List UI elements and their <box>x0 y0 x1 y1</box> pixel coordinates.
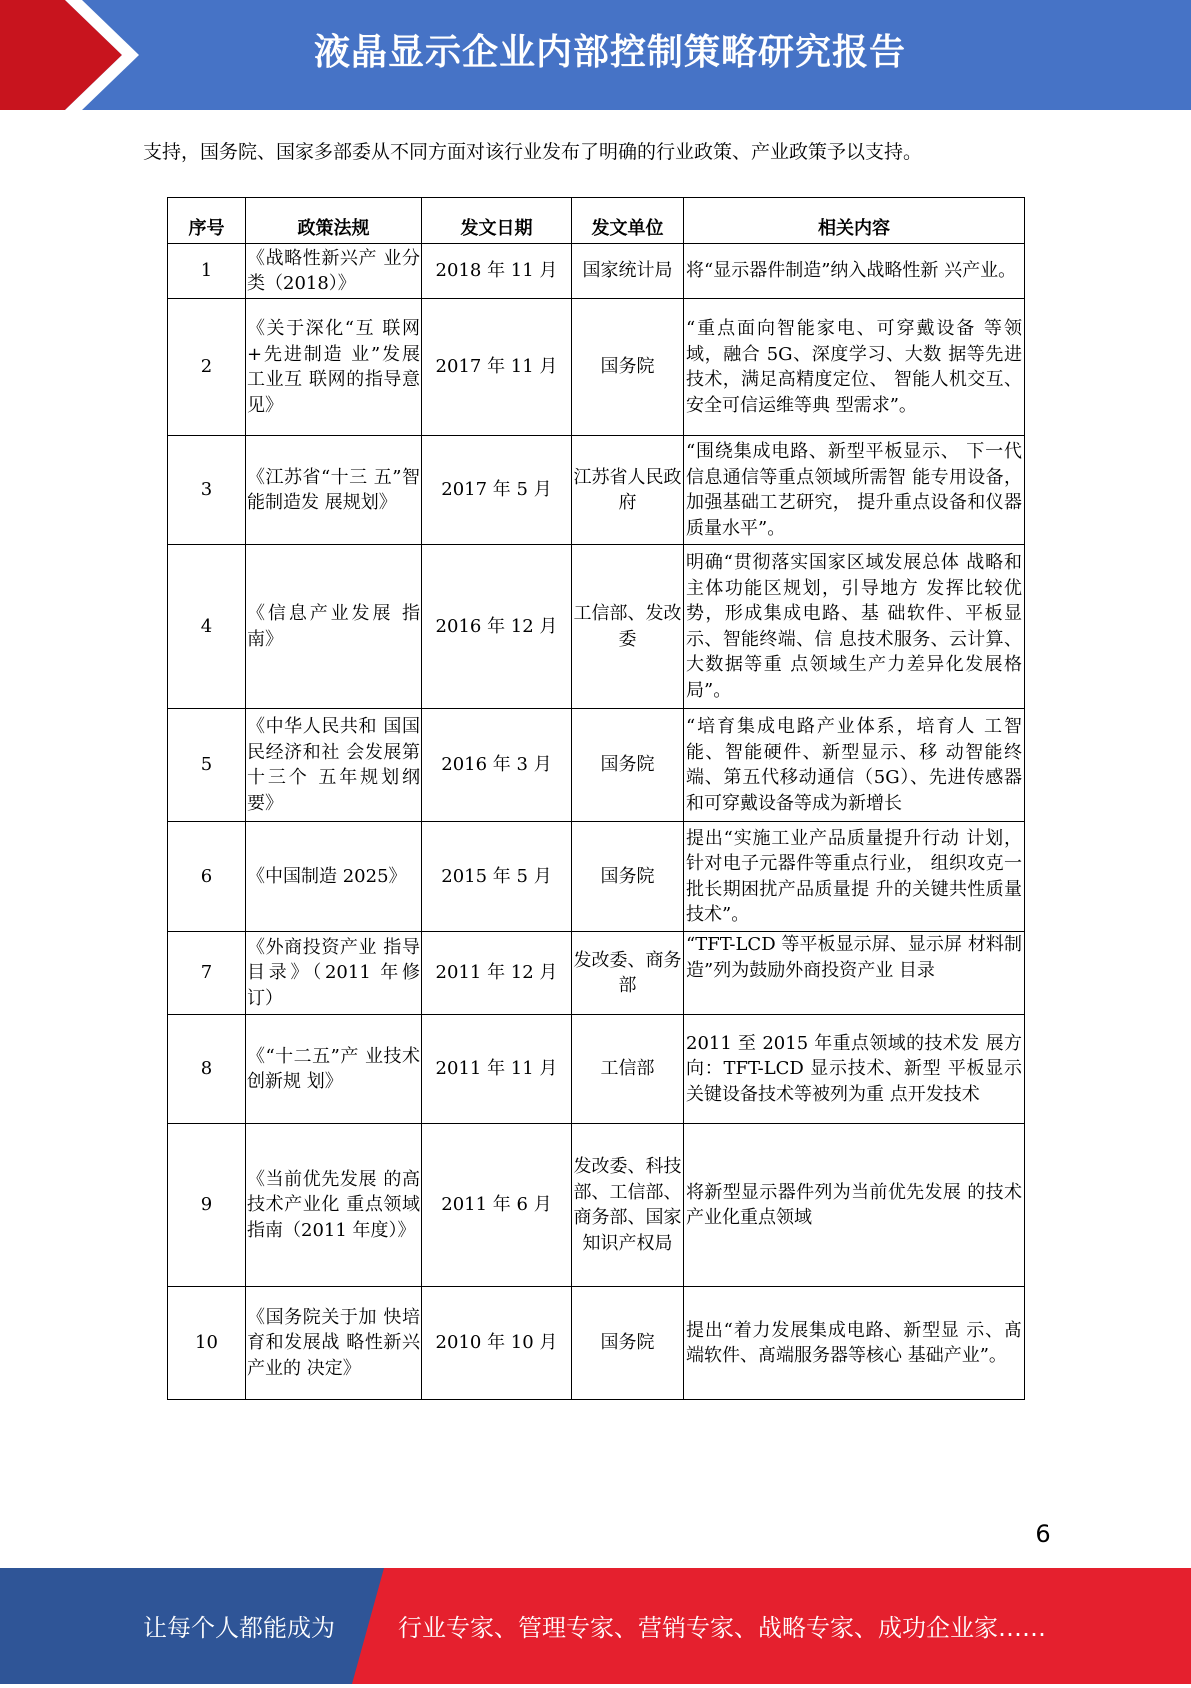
policy-table <box>167 197 1025 1400</box>
row-date: 2015 年 5 月 <box>422 822 572 932</box>
red-chevron-decoration <box>0 0 150 110</box>
intro-paragraph: 支持，国务院、国家多部委从不同方面对该行业发布了明确的行业政策、产业政策予以支持。 <box>143 141 923 163</box>
row-law: 《信息产业发展 指南》 <box>246 545 422 709</box>
row-law: 《国务院关于加 快培育和发展战 略性新兴产业的 决定》 <box>246 1287 422 1400</box>
table-header-row <box>168 198 1025 244</box>
row-content: “围绕集成电路、新型平板显示、 下一代信息通信等重点领域所需智 能专用设备，加强基础工艺研究， 提升重点设备和仪器质量水平”。 <box>684 436 1025 545</box>
row-unit: 国务院 <box>572 299 684 436</box>
row-date: 2011 年 11 月 <box>422 1015 572 1124</box>
col-header-unit: 发文单位 <box>572 198 684 244</box>
table-row <box>168 1124 1025 1287</box>
row-unit: 国务院 <box>572 822 684 932</box>
row-date: 2017 年 5 月 <box>422 436 572 545</box>
row-unit: 发改委、商务部 <box>572 932 684 1015</box>
table-row <box>168 545 1025 709</box>
col-header-no: 序号 <box>168 198 246 244</box>
row-no: 6 <box>168 822 246 932</box>
row-law: 《外商投资产业 指导目录》（2011 年修订） <box>246 932 422 1015</box>
table-row <box>168 299 1025 436</box>
row-date: 2010 年 10 月 <box>422 1287 572 1400</box>
row-law: 《中国制造 2025》 <box>246 822 422 932</box>
row-law: 《中华人民共和 国国民经济和社 会发展第十三个 五年规划纲要》 <box>246 709 422 822</box>
row-date: 2017 年 11 月 <box>422 299 572 436</box>
row-law: 《江苏省“十三 五”智能制造发 展规划》 <box>246 436 422 545</box>
row-content: 2011 至 2015 年重点领域的技术发 展方向：TFT-LCD 显示技术、新型 平板显示关键设备技术等被列为重 点开发技术 <box>684 1015 1025 1124</box>
row-no: 1 <box>168 244 246 299</box>
page-number: 6 <box>1035 1520 1051 1548</box>
row-law: 《当前优先发展 的高技术产业化 重点领域指南（2011 年度）》 <box>246 1124 422 1287</box>
report-title: 液晶显示企业内部控制策略研究报告 <box>313 32 906 73</box>
row-no: 4 <box>168 545 246 709</box>
row-content: “培育集成电路产业体系，培育人 工智能、智能硬件、新型显示、移 动智能终端、第五代移动通信（5G）、先进传感器和可穿戴设备等成为新增长 <box>684 709 1025 822</box>
row-no: 9 <box>168 1124 246 1287</box>
row-unit: 江苏省人民政府 <box>572 436 684 545</box>
row-law: 《关于深化“互 联网+先进制造 业”发展工业互 联网的指导意 见》 <box>246 299 422 436</box>
row-no: 8 <box>168 1015 246 1124</box>
row-unit: 国务院 <box>572 1287 684 1400</box>
table-row <box>168 709 1025 822</box>
footer-slogan-right: 行业专家、管理专家、营销专家、战略专家、成功企业家…… <box>398 1614 1046 1642</box>
row-content: 将新型显示器件列为当前优先发展 的技术产业化重点领域 <box>684 1124 1025 1287</box>
row-date: 2011 年 6 月 <box>422 1124 572 1287</box>
row-content: 提出“实施工业产品质量提升行动 计划，针对电子元器件等重点行业， 组织攻克一批长期困扰产品质量提 升的关键共性质量技术”。 <box>684 822 1025 932</box>
row-content: 明确“贯彻落实国家区域发展总体 战略和主体功能区规划，引导地方 发挥比较优势，形成集成电路、基 础软件、平板显示、智能终端、信 息技术服务、云计算、大数据等重 点领域生产力差异化发展格局”。 <box>684 545 1025 709</box>
col-header-date: 发文日期 <box>422 198 572 244</box>
table-row <box>168 1015 1025 1124</box>
table-row <box>168 822 1025 932</box>
col-header-law: 政策法规 <box>246 198 422 244</box>
row-unit: 发改委、科技部、工信部、商务部、国家知识产权局 <box>572 1124 684 1287</box>
row-unit: 工信部 <box>572 1015 684 1124</box>
row-no: 3 <box>168 436 246 545</box>
row-no: 2 <box>168 299 246 436</box>
row-date: 2018 年 11 月 <box>422 244 572 299</box>
row-unit: 工信部、发改委 <box>572 545 684 709</box>
row-law: 《“十二五”产 业技术创新规 划》 <box>246 1015 422 1124</box>
col-header-content: 相关内容 <box>684 198 1025 244</box>
row-unit: 国家统计局 <box>572 244 684 299</box>
row-content: “TFT-LCD 等平板显示屏、显示屏 材料制造”列为鼓励外商投资产业 目录 <box>684 932 1025 1015</box>
table-row <box>168 244 1025 299</box>
row-content: “重点面向智能家电、可穿戴设备 等领域，融合 5G、深度学习、大数 据等先进技术，满足高精度定位、 智能人机交互、安全可信运维等典 型需求”。 <box>684 299 1025 436</box>
row-date: 2016 年 12 月 <box>422 545 572 709</box>
row-date: 2011 年 12 月 <box>422 932 572 1015</box>
row-unit: 国务院 <box>572 709 684 822</box>
table-row <box>168 932 1025 1015</box>
footer-banner <box>0 1568 1191 1684</box>
row-no: 7 <box>168 932 246 1015</box>
table-row <box>168 1287 1025 1400</box>
table-row <box>168 436 1025 545</box>
row-no: 5 <box>168 709 246 822</box>
row-no: 10 <box>168 1287 246 1400</box>
footer-slogan-left: 让每个人都能成为 <box>143 1614 335 1642</box>
row-law: 《战略性新兴产 业分类（2018）》 <box>246 244 422 299</box>
report-header <box>0 0 1191 110</box>
row-content: 提出“着力发展集成电路、新型显 示、髙端软件、髙端服务器等核心 基础产业”。 <box>684 1287 1025 1400</box>
row-content: 将“显示器件制造”纳入战略性新 兴产业。 <box>684 244 1025 299</box>
row-date: 2016 年 3 月 <box>422 709 572 822</box>
